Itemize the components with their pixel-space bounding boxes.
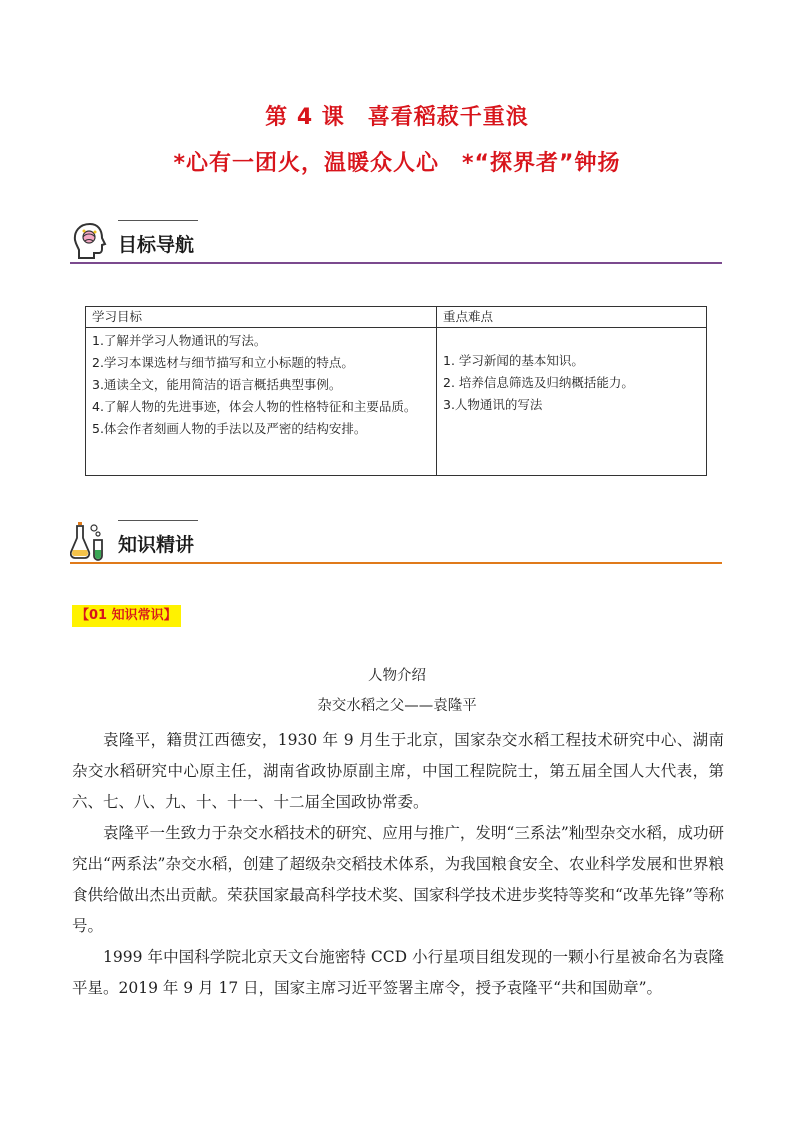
section-title-goals: 目标导航	[118, 234, 195, 256]
objective-item: 3.通读全文，能用简洁的语言概括典型事例。	[92, 377, 342, 392]
article-paragraph: 袁隆平，籍贯江西德安，1930 年 9 月生于北京，国家杂交水稻工程技术研究中心、湖南杂交水稻研究中心原主任，湖南省政协原副主席，中国工程院院士，第五届全国人大代表，第六、七、八、九、十、十一、十二届全国政协常委。	[72, 731, 724, 811]
lab-flask-icon	[70, 520, 110, 564]
section-header-knowledge	[70, 520, 722, 568]
section-rule-knowledge	[70, 562, 722, 564]
key-points-column	[437, 307, 706, 475]
article-heading: 人物介绍	[368, 668, 426, 684]
topic-tag: 【01 知识常识】	[72, 605, 181, 627]
objectives-list	[86, 328, 436, 440]
section-top-rule	[118, 220, 198, 221]
article-paragraph: 1999 年中国科学院北京天文台施密特 CCD 小行星项目组发现的一颗小行星被命名为袁隆平星。2019 年 9 月 17 日，国家主席习近平签署主席令，授予袁隆平“共和国勋章”。	[72, 948, 724, 997]
objective-item: 5.体会作者刻画人物的手法以及严密的结构安排。	[92, 421, 367, 436]
objectives-header: 学习目标	[86, 307, 436, 328]
objectives-column	[86, 307, 437, 475]
lesson-title: 第 4 课 喜看稻菽千重浪	[265, 105, 529, 130]
objective-item: 4.了解人物的先进事迹，体会人物的性格特征和主要品质。	[92, 399, 417, 414]
key-point-item: 1. 学习新闻的基本知识。	[443, 353, 584, 368]
section-rule-goals	[70, 262, 722, 264]
lesson-subtitle: *心有一团火，温暖众人心 *“探界者”钟扬	[173, 151, 621, 176]
objective-item: 2.学习本课选材与细节描写和立小标题的特点。	[92, 355, 354, 370]
section-title-knowledge: 知识精讲	[118, 534, 195, 556]
objectives-table	[85, 306, 707, 476]
brain-head-icon	[70, 220, 110, 264]
article-body	[72, 725, 724, 1004]
article-paragraph: 袁隆平一生致力于杂交水稻技术的研究、应用与推广，发明“三系法”籼型杂交水稻，成功研究出“两系法”杂交水稻，创建了超级杂交稻技术体系，为我国粮食安全、农业科学发展和世界粮食供给做出杰出贡献。荣获国家最高科学技术奖、国家科学技术进步奖特等奖和“改革先锋”等称号。	[72, 824, 724, 935]
key-point-item: 3.人物通讯的写法	[443, 397, 543, 412]
key-points-list	[437, 328, 706, 416]
section-header-goals	[70, 220, 722, 268]
key-points-header: 重点难点	[437, 307, 706, 328]
article-subheading: 杂交水稻之父——袁隆平	[317, 698, 477, 714]
key-point-item: 2. 培养信息筛选及归纳概括能力。	[443, 375, 634, 390]
section-top-rule	[118, 520, 198, 521]
objective-item: 1.了解并学习人物通讯的写法。	[92, 333, 267, 348]
